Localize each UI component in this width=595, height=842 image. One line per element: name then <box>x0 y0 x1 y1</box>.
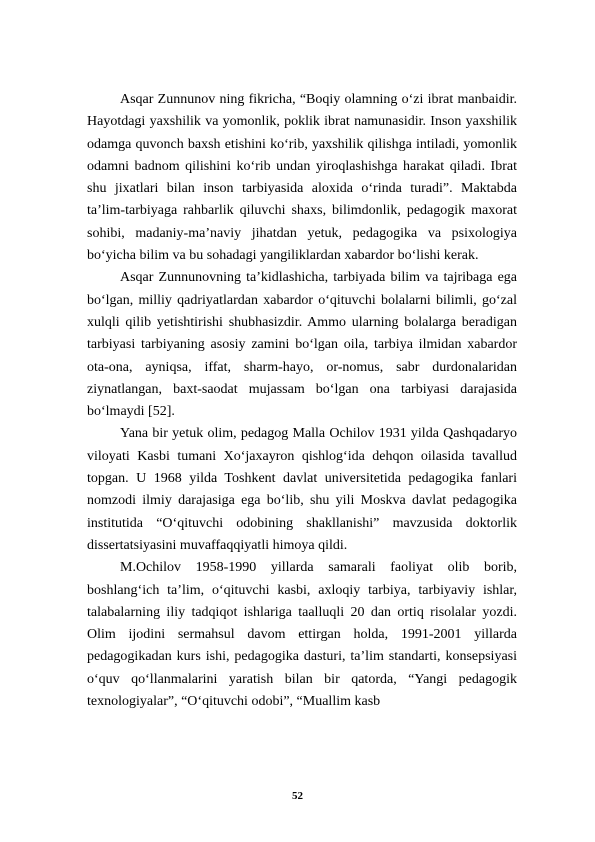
page-number: 52 <box>292 790 303 802</box>
paragraph-1: Asqar Zunnunov ning fikricha, “Boqiy olamning o‘zi ibrat manbaidir. Hayotdagi yaxshilik va yomonlik, poklik ibrat namunasidir. Inson yaxshilik odamga quvonch baxsh etishini ko‘rib, yaxshilik qilishga intiladi, yomonlik odamni badnom qilishini ko‘rib undan yiroqlashishga harakat qiladi. Ibrat shu jixatlari bilan inson tarbiyasida aloxida o‘rinda turadi”. Maktabda ta’lim-tarbiyaga rahbarlik qiluvchi shaxs, bilimdonlik, pedagogik maxorat sohibi, madaniy-ma’naviy jihatdan yetuk, pedagogika va psixologiya bo‘yicha bilim va bu sohadagi yangiliklardan xabardor bo‘lishi kerak. <box>87 92 517 264</box>
paragraph-4: M.Ochilov 1958-1990 yillarda samarali faoliyat olib borib, boshlang‘ich ta’lim, o‘qituvchi kasbi, axloqiy tarbiya, tarbiyaviy ishlar, talabalarning iliy tadqiqot ishlariga taalluqli 20 dan ortiq risolalar yozdi. Olim ijodini sermahsul davom ettirgan holda, 1991-2001 yillarda pedagogikadan kurs ishi, pedagogika dasturi, ta’lim standarti, konsepsiyasi o‘quv qo‘llanmalarini yaratish bilan bir qatorda, “Yangi pedagogik texnologiyalar”, “O‘qituvchi odobi”, “Muallim kasb <box>87 560 517 710</box>
body-text <box>87 89 517 713</box>
paragraph-2: Asqar Zunnunovning ta’kidlashicha, tarbiyada bilim va tajribaga ega bo‘lgan, milliy qadriyatlardan xabardor o‘qituvchi bolalarni bilimli, go‘zal xulqli qilib yetishtirishi shubhasizdir. Ammo ularning bolalarga beradigan tarbiyasi tarbiyaning asosiy zamini bo‘lgan oila, tarbiya ilmidan xabardor ota-ona, ayniqsa, iffat, sharm-hayo, or-nomus, sabr durdonalaridan ziynatlangan, baxt-saodat mujassam bo‘lgan ona tarbiyasi darajasida bo‘lmaydi [52]. <box>87 270 517 420</box>
paragraph-3: Yana bir yetuk olim, pedagog Malla Ochilov 1931 yilda Qashqadaryo viloyati Kasbi tumani Xo‘jaxayron qishlog‘ida dehqon oilasida tavallud topgan. U 1968 yilda Toshkent davlat universitetida pedagogika fanlari nomzodi ilmiy darajasiga ega bo‘lib, shu yili Moskva davlat pedagogika institutida “O‘qituvchi odobining shakllanishi” mavzusida doktorlik dissertatsiyasini muvaffaqqiyatli himoya qildi. <box>87 426 517 553</box>
